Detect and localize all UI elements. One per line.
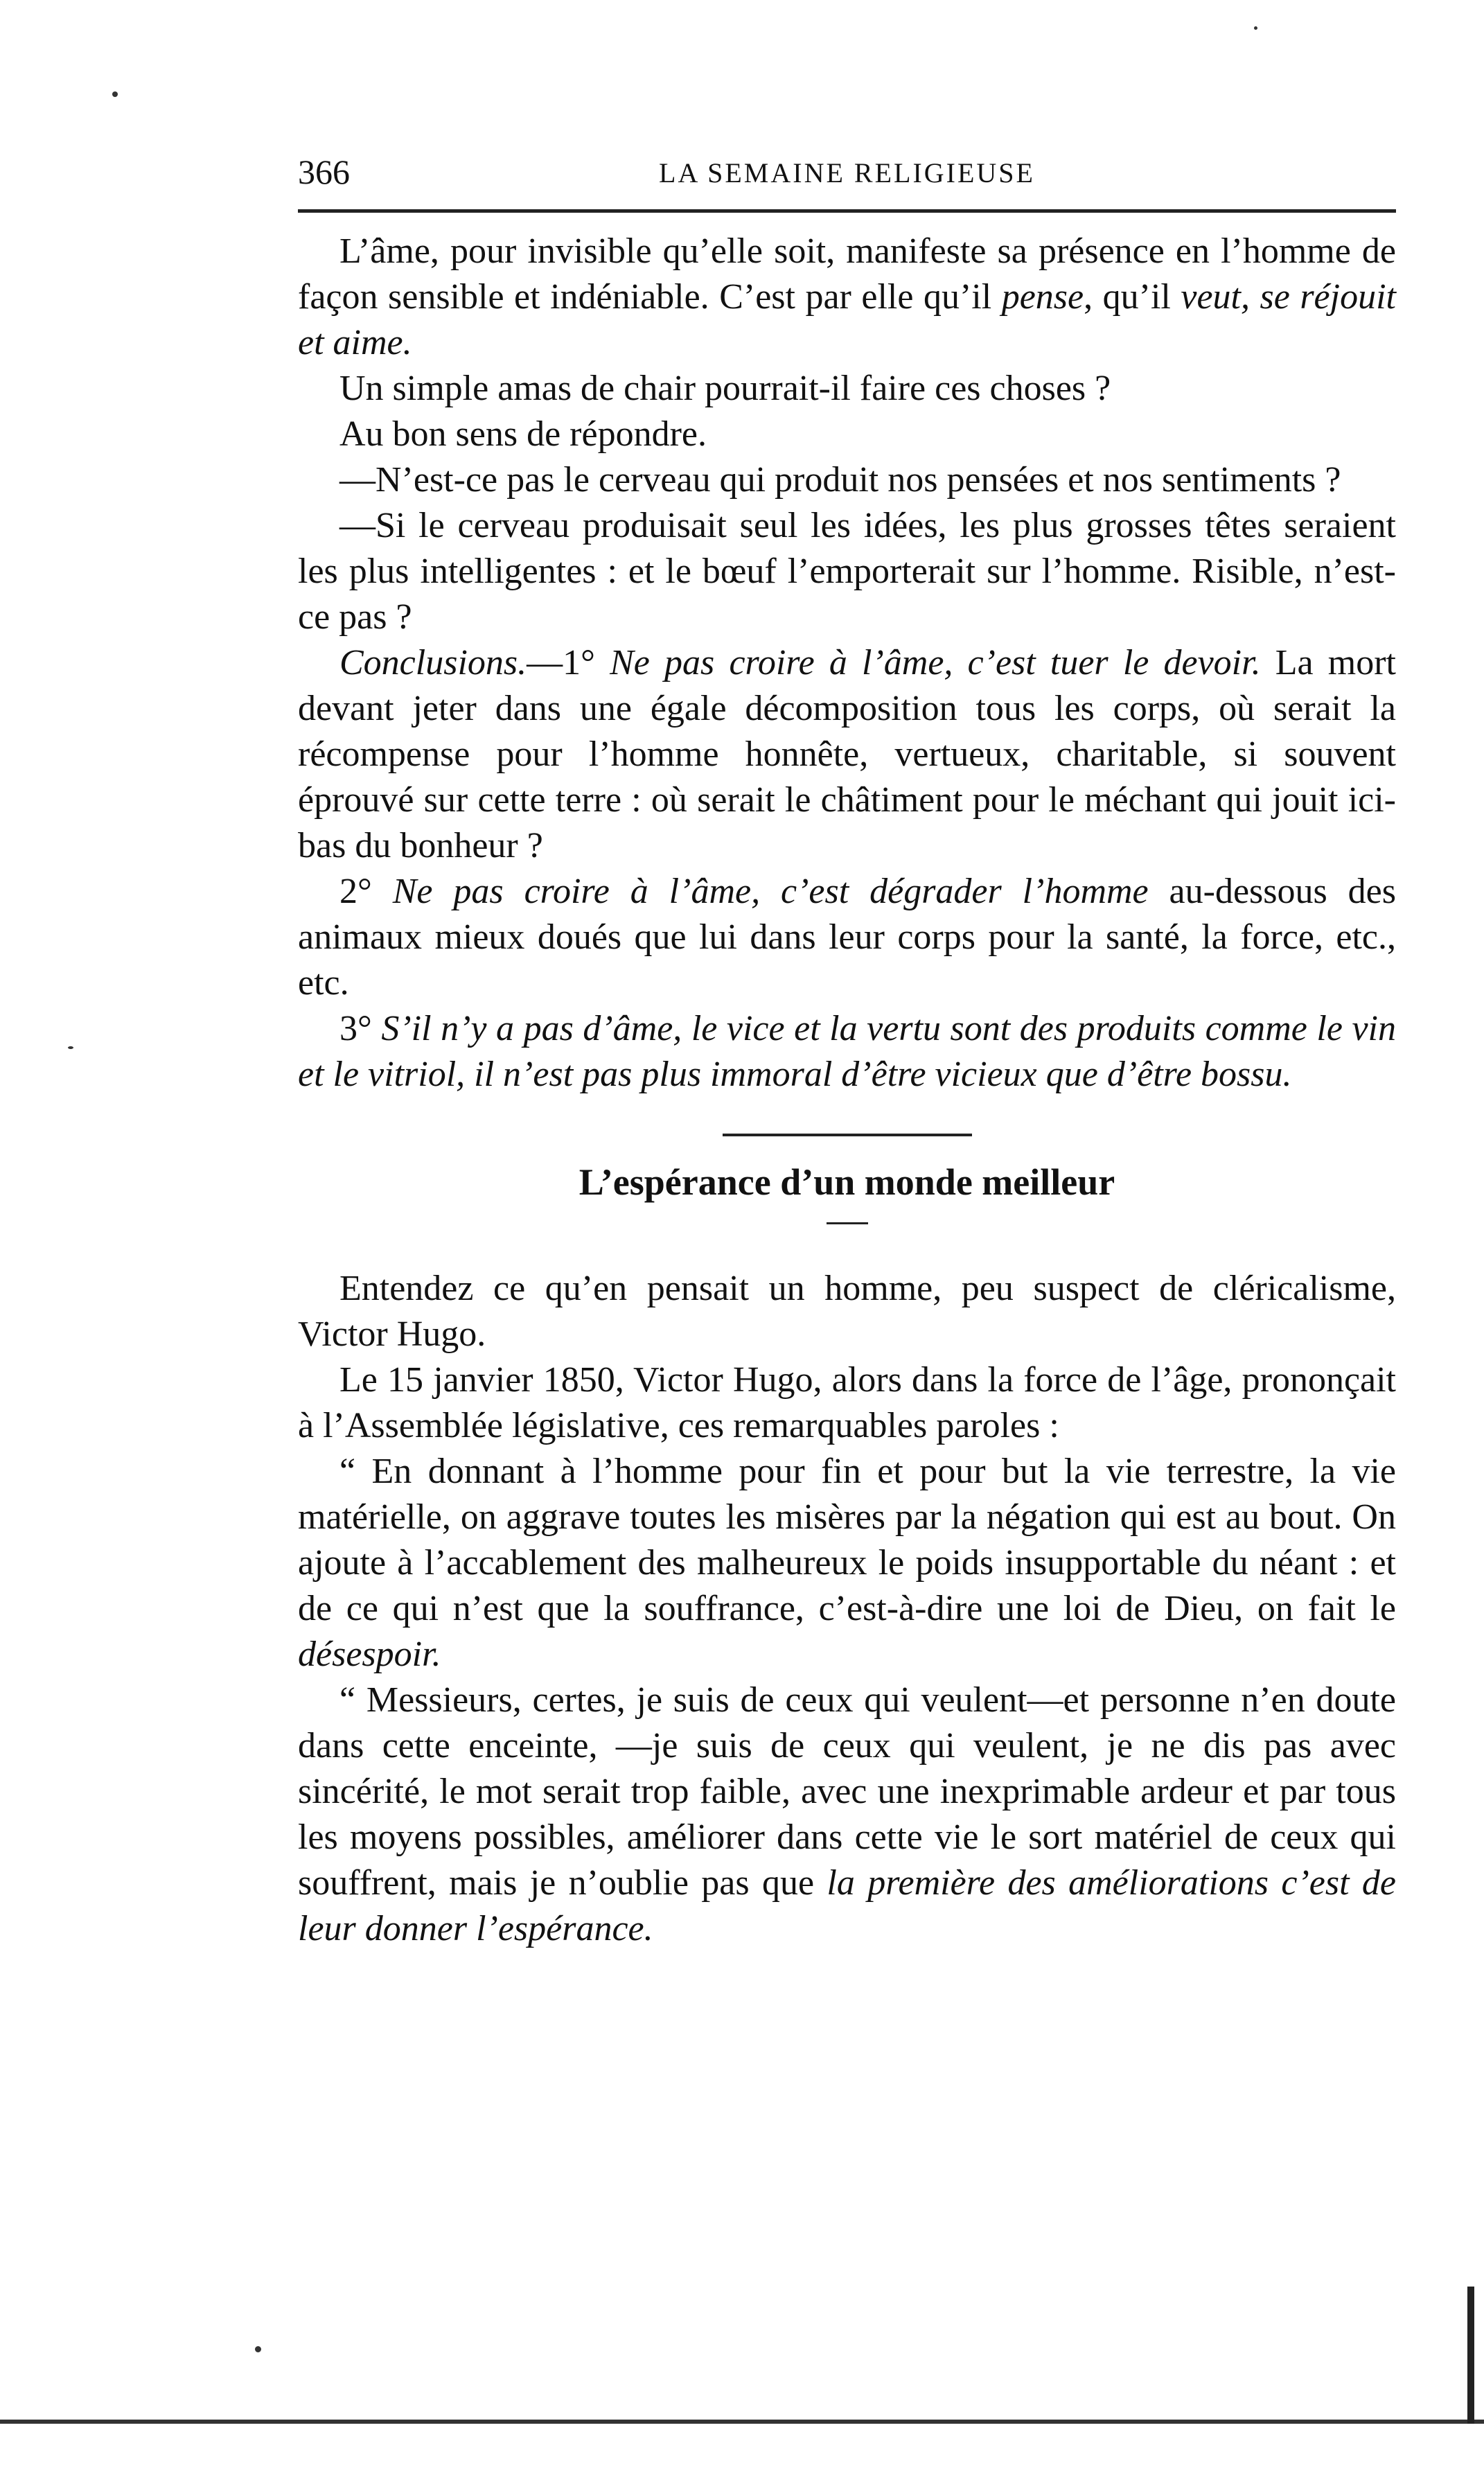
- scan-speck: [255, 2346, 261, 2352]
- scan-speck: [1254, 26, 1257, 30]
- page-right-edge: [1467, 2287, 1474, 2424]
- emphasis: Conclusions.: [339, 643, 527, 682]
- paragraph-soul-manifest: [298, 229, 1396, 366]
- paragraph-quote-1: [298, 1449, 1396, 1677]
- emphasis: Ne pas croire à l’âme, c’est dégrader l’homme: [392, 872, 1149, 911]
- text-run: La mort devant jeter dans une égale décomposition tous les corps, où serait la récompense pour l’homme honnête, vertueux, charitable, si souvent éprouvé sur cette terre : où serait le châtiment pour le méchant qui jouit ici-bas du bonheur ?: [298, 643, 1396, 865]
- text-run: au-dessous des animaux mieux doués que lui dans leur corps pour la santé, la force, etc., etc.: [298, 872, 1396, 1003]
- emphasis: Ne pas croire à l’âme, c’est tuer le devoir.: [610, 643, 1261, 682]
- paragraph-conclusion-2: [298, 869, 1396, 1006]
- text-run: 3°: [339, 1009, 382, 1048]
- paragraph-hugo-intro: Entendez ce qu’en pensait un homme, peu suspect de cléricalisme, Victor Hugo.: [298, 1269, 1396, 1354]
- paragraph-quote-2: [298, 1677, 1396, 1952]
- paragraph-conclusion-3: [298, 1006, 1396, 1098]
- emphasis: S’il n’y a pas d’âme, le vice et la vertu sont des produits comme le vin et le vitriol, il n’est pas plus immoral d’être vicieux que d’être bossu.: [298, 1009, 1396, 1094]
- paragraph-common-sense: Au bon sens de répondre.: [339, 414, 707, 454]
- text-run: 2°: [339, 872, 393, 911]
- scan-speck: [112, 91, 118, 97]
- section-small-rule: [827, 1222, 868, 1224]
- running-title: LA SEMAINE RELIGIEUSE: [659, 157, 1035, 188]
- paragraph-conclusion-1: [298, 640, 1396, 869]
- header-rule: [298, 209, 1396, 213]
- page-bottom-edge: [0, 2420, 1484, 2424]
- text-run: “ Messieurs, certes, je suis de ceux qui veulent—et personne n’en doute dans cette enceinte, —je suis de ceux qui veulent, je ne dis pas avec sincérité, le mot serait trop faible, avec une inexprimable ardeur et par tous les moyens possibles, améliorer dans cette vie le sort matériel de ceux qui souffrent, mais je n’oublie pas que: [298, 1680, 1396, 1903]
- paragraph-hugo-date: Le 15 janvier 1850, Victor Hugo, alors dans la force de l’âge, prononçait à l’Assemblée législative, ces remarquables paroles :: [298, 1360, 1396, 1445]
- section-title: L’espérance d’un monde meilleur: [578, 1161, 1115, 1203]
- paragraph-question: Un simple amas de chair pourrait-il faire ces choses ?: [339, 369, 1111, 408]
- emphasis: la première des améliorations c’est de leur donner l’espérance.: [298, 1863, 1396, 1948]
- emphasis: désespoir.: [298, 1635, 441, 1674]
- text-run: , qu’il: [1084, 277, 1181, 317]
- text-run: L’âme, pour invisible qu’elle soit, manifeste sa présence en l’homme de façon sensible et indéniable. C’est par elle qu’il: [298, 231, 1396, 317]
- text-run: —1°: [527, 643, 610, 682]
- page-number: 366: [298, 152, 350, 191]
- page-body: [298, 229, 1396, 1952]
- paragraph-reply: —Si le cerveau produisait seul les idées, les plus grosses têtes seraient les plus intelligentes : et le bœuf l’emporterait sur l’homme. Risible, n’est-ce pas ?: [298, 506, 1396, 637]
- text-run: “ En donnant à l’homme pour fin et pour but la vie terrestre, la vie matérielle, on aggrave toutes les misères par la négation qui est au bout. On ajoute à l’accablement des malheureux le poids insupportable du néant : et de ce qui n’est que la souffrance, c’est-à-dire une loi de Dieu, on fait le: [298, 1452, 1396, 1628]
- paragraph-objection: —N’est-ce pas le cerveau qui produit nos pensées et nos sentiments ?: [339, 460, 1341, 500]
- emphasis: pense: [1001, 277, 1084, 317]
- page-header: [298, 151, 1396, 201]
- scan-speck: [68, 1046, 73, 1049]
- section-rule: [723, 1134, 972, 1136]
- emphasis: veut, se réjouit et aime.: [298, 277, 1396, 362]
